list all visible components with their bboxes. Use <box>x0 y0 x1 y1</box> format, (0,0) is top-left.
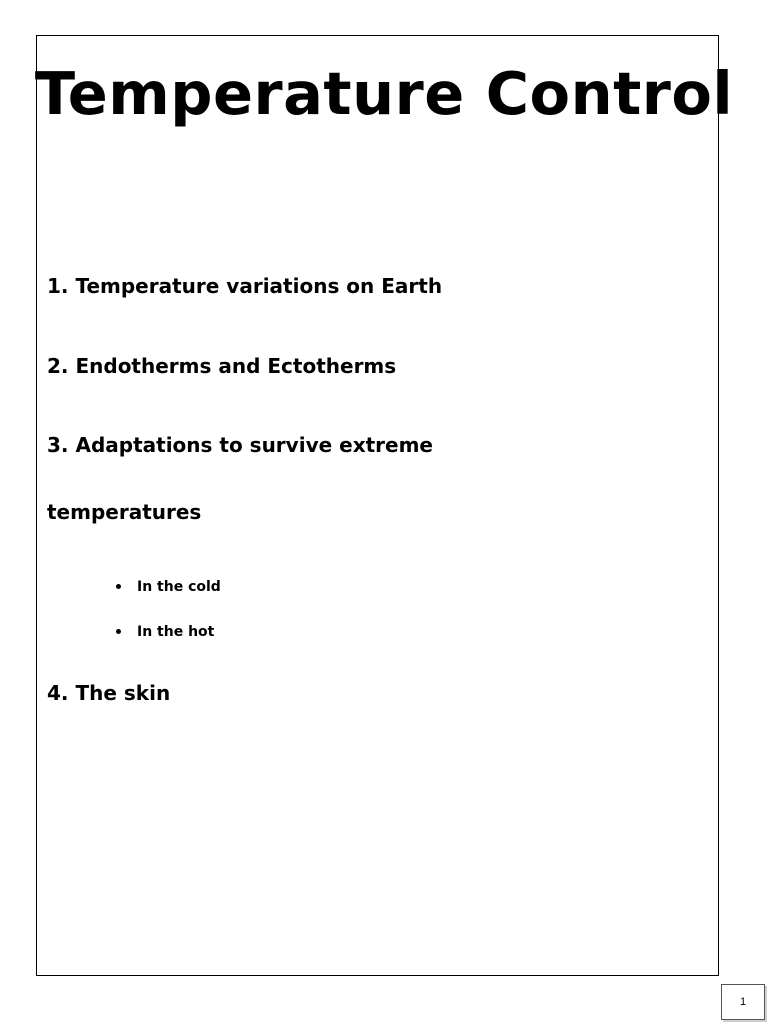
bullet-icon <box>116 584 121 589</box>
subitem-label: In the hot <box>137 624 215 640</box>
contents-item-3-continuation: temperatures <box>47 500 202 524</box>
page-title: Temperature Control <box>34 59 734 128</box>
contents-item-1: 1. Temperature variations on Earth <box>47 274 443 298</box>
subitem-cold <box>116 578 221 596</box>
subitem-label: In the cold <box>137 579 221 595</box>
subitem-hot <box>116 623 214 641</box>
contents-item-4: 4. The skin <box>47 681 171 705</box>
contents-item-3: 3. Adaptations to survive extreme <box>47 433 433 457</box>
bullet-icon <box>116 629 121 634</box>
contents-item-2: 2. Endotherms and Ectotherms <box>47 354 397 378</box>
page-number: 1 <box>721 984 765 1020</box>
